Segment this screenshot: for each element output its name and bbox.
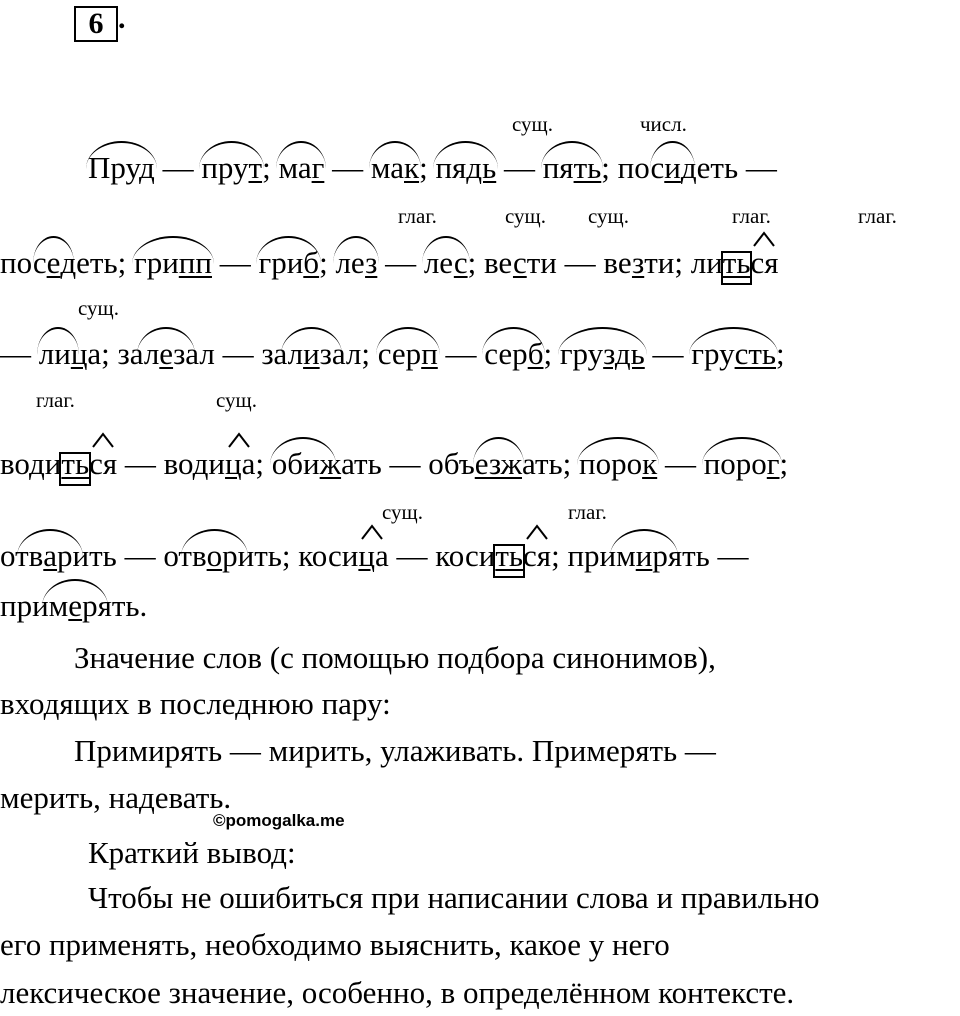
word-grust: грусть: [691, 336, 776, 372]
pos-label: сущ.: [78, 296, 119, 320]
pos-label: глаг.: [732, 204, 771, 228]
pos-label: глаг.: [398, 204, 437, 228]
word-voditsa: води ца: [164, 446, 256, 482]
word-litsa: лица: [39, 336, 101, 372]
word-vesti: вести: [483, 245, 557, 280]
pos-label: глаг.: [858, 204, 897, 228]
watermark: ©pomogalka.me: [213, 811, 345, 830]
meaning-intro-line-1: Значение слов (с помощью подбора синонимов),: [74, 640, 716, 675]
pos-label: сущ.: [588, 204, 629, 228]
word-gripp: грипп: [134, 245, 212, 281]
task-number-box: [74, 6, 118, 42]
word-pyad: пядь: [435, 150, 496, 186]
word-lez: лез: [335, 245, 377, 281]
word-les: лес: [424, 245, 468, 281]
word-otvorit: отв орить: [163, 538, 282, 574]
word-pairs-line-3: — лица; зал езал — зал изал; серп — серб; груздь — грусть;: [0, 336, 785, 372]
pos-label: числ.: [640, 112, 687, 136]
pos-label: сущ.: [505, 204, 546, 228]
word-serb: серб: [484, 336, 543, 372]
word-otvarit: отв арить: [0, 538, 117, 574]
word-mag: маг: [278, 150, 324, 186]
word-pyat: пять: [543, 150, 602, 186]
meaning-intro-line-2: входящих в последнюю пару:: [0, 686, 391, 721]
word-mak: мак: [371, 150, 419, 186]
word-pairs-line-6: прим ерять.: [0, 588, 147, 624]
word-kositsya: коси ть ся: [435, 538, 551, 574]
word-voditsya: води ть ся: [0, 446, 117, 482]
word-prud: Пруд: [88, 150, 155, 186]
word-porog: порог: [704, 446, 780, 482]
word-posedet: пос едеть: [0, 245, 118, 281]
word-porok: порок: [579, 446, 657, 482]
task-number-dot: .: [118, 2, 126, 35]
word-serp: серп: [378, 336, 438, 372]
conclusion-line-1: Чтобы не ошибиться при написании слова и правильно: [88, 880, 820, 915]
word-primiryat: прим ирять: [567, 538, 709, 574]
word-litsya: ли ть ся: [691, 245, 779, 281]
word-primeryat: прим ерять: [0, 588, 140, 624]
word-zalezal: зал езал: [118, 336, 215, 372]
word-pairs-line-1: Пруд — прут; маг — мак; пядь — пять; пос идеть —: [88, 150, 777, 186]
meaning-line-2: мерить, надевать.: [0, 780, 232, 815]
conclusion-line-3: лексическое значение, особенно, в определённом контексте.: [0, 975, 795, 1010]
task-number: 6: [88, 7, 104, 40]
pos-label: сущ.: [512, 112, 553, 136]
conclusion-line-2: его применять, необходимо выяснить, какое у него: [0, 927, 670, 962]
word-vezti: везти: [603, 245, 675, 280]
word-gruzd: груздь: [560, 336, 645, 372]
word-obizhat: обижать: [272, 446, 382, 482]
word-obezzhat: объ езжать: [428, 446, 562, 482]
pos-label: сущ.: [216, 388, 257, 412]
pos-label: глаг.: [36, 388, 75, 412]
meaning-line-1: Примирять — мирить, улаживать. Примерять —: [74, 733, 716, 768]
word-zalizal: зал изал: [261, 336, 361, 372]
word-pairs-line-5: отв арить — отв орить; коси ца — коси ть ся; прим ирять —: [0, 538, 749, 574]
conclusion-title: Краткий вывод:: [88, 835, 296, 870]
pos-label: сущ.: [382, 500, 423, 524]
word-grib: гриб: [258, 245, 319, 281]
word-posidet: пос идеть: [618, 150, 738, 186]
word-kositsa: коси ца: [298, 538, 388, 574]
word-prut: прут: [201, 150, 262, 186]
word-pairs-line-4: води ть ся — води ца; обижать — объ езжать; порок — порог;: [0, 446, 788, 482]
word-pairs-line-2: пос едеть; грипп — гриб; лез — лес; вести — везти; ли ть ся: [0, 245, 779, 281]
pos-label: глаг.: [568, 500, 607, 524]
